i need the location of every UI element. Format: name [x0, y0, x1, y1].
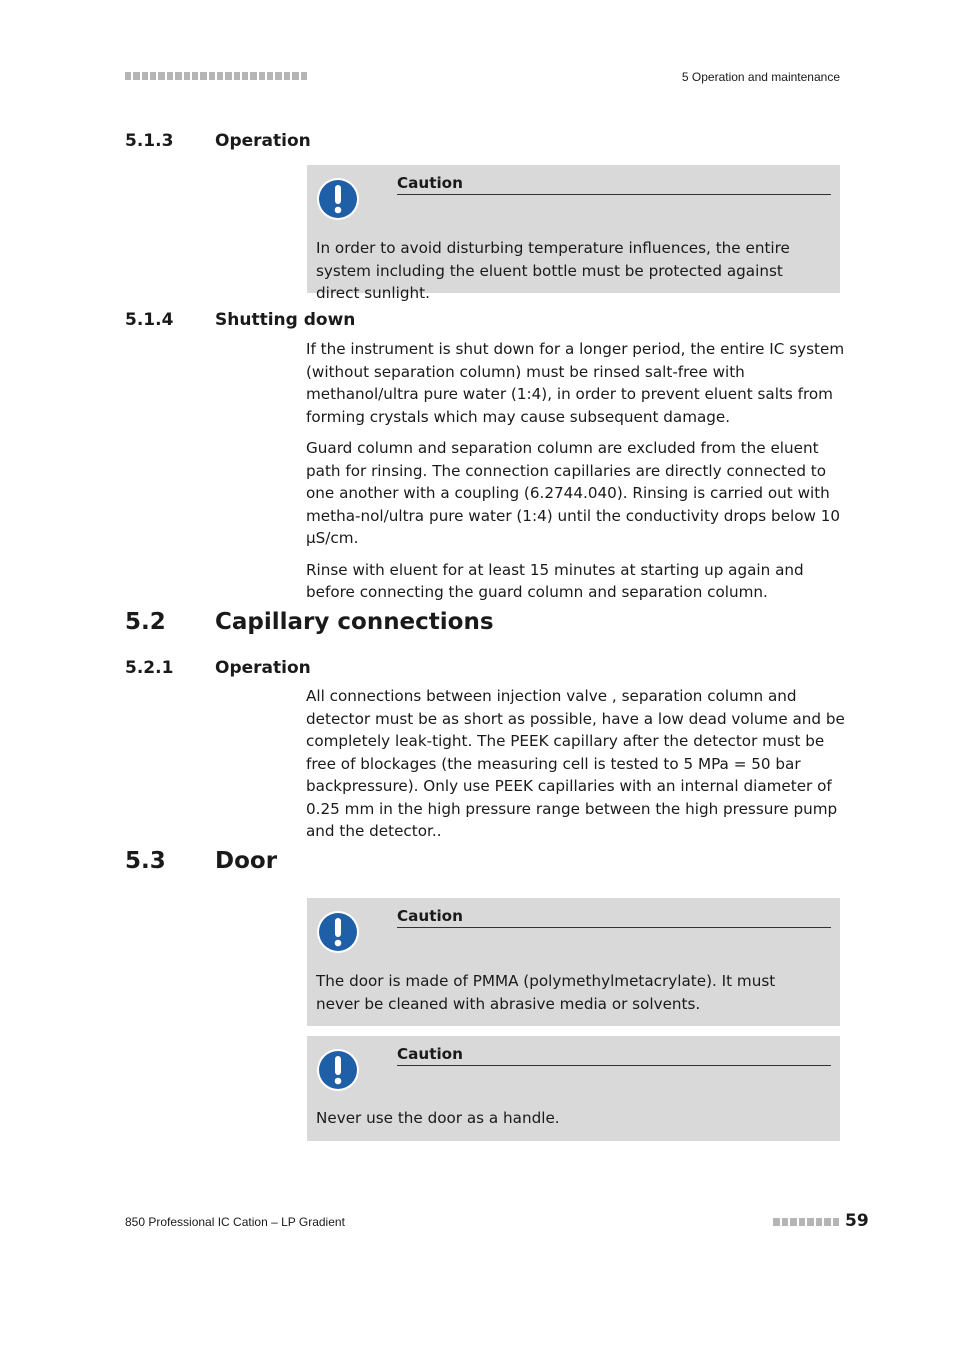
- page-number: 59: [845, 1211, 869, 1231]
- caution-title: Caution: [397, 907, 831, 928]
- paragraph: Guard column and separation column are excluded from the eluent path for rinsing. The connection capillaries are directly connected to one another with a coupling (6.2744.040). Rinsing is carried out with metha-nol/ultra pure water (1:4) until the conductivity drops below 10 µS/cm.: [306, 439, 841, 547]
- caution-box-sunlight: [307, 165, 840, 302]
- paragraph: All connections between injection valve , separation column and detector must be as short as possible, have a low dead volume and be completely leak-tight. The PEEK capillary after the detector must be free of blockages (the measuring cell is tested to 5 MPa = 50 bar backpressure). Only use PEEK capillaries with an internal diameter of 0.25 mm in the high pressure range between the high pressure pump and the detector..: [306, 687, 845, 840]
- section-title-operation: Operation: [215, 131, 311, 151]
- warning-exclamation-icon: [316, 177, 360, 221]
- warning-exclamation-icon: [316, 910, 360, 954]
- section-number-5-1-4: 5.1.4: [125, 310, 174, 330]
- shutting-down-text: [306, 338, 846, 613]
- header-chapter: 5 Operation and maintenance: [681, 70, 840, 84]
- caution-box-pmma: [307, 898, 840, 1026]
- caution-text: The door is made of PMMA (polymethylmetacrylate). It must never be cleaned with abrasive media or solvents.: [316, 972, 776, 1013]
- warning-exclamation-icon: [316, 1048, 360, 1092]
- section-number-5-3: 5.3: [125, 848, 166, 874]
- section-number-5-1-3: 5.1.3: [125, 131, 174, 151]
- section-title-operation-2: Operation: [215, 658, 311, 678]
- caution-text: In order to avoid disturbing temperature influences, the entire system including the eluent bottle must be protected against direct sunlight.: [316, 239, 790, 302]
- section-title-shutting-down: Shutting down: [215, 310, 356, 330]
- caution-box-handle: [307, 1036, 840, 1141]
- header-decoration: [125, 72, 307, 80]
- section-number-5-2-1: 5.2.1: [125, 658, 174, 678]
- section-number-5-2: 5.2: [125, 609, 166, 635]
- paragraph: Rinse with eluent for at least 15 minutes at starting up again and before connecting the guard column and separation column.: [306, 560, 804, 601]
- capillary-operation-text: [306, 685, 846, 852]
- caution-title: Caution: [397, 174, 831, 195]
- caution-title: Caution: [397, 1045, 831, 1066]
- section-title-door: Door: [215, 848, 278, 874]
- paragraph: If the instrument is shut down for a longer period, the entire IC system (without separation column) must be rinsed salt-free with methanol/ultra pure water (1:4), in order to prevent eluent salts from forming crystals which may cause subsequent damage.: [306, 340, 845, 426]
- footer-decoration: [773, 1218, 839, 1226]
- section-title-capillary-connections: Capillary connections: [215, 609, 494, 635]
- footer-product-name: 850 Professional IC Cation – LP Gradient: [125, 1215, 345, 1229]
- caution-text: Never use the door as a handle.: [316, 1109, 560, 1127]
